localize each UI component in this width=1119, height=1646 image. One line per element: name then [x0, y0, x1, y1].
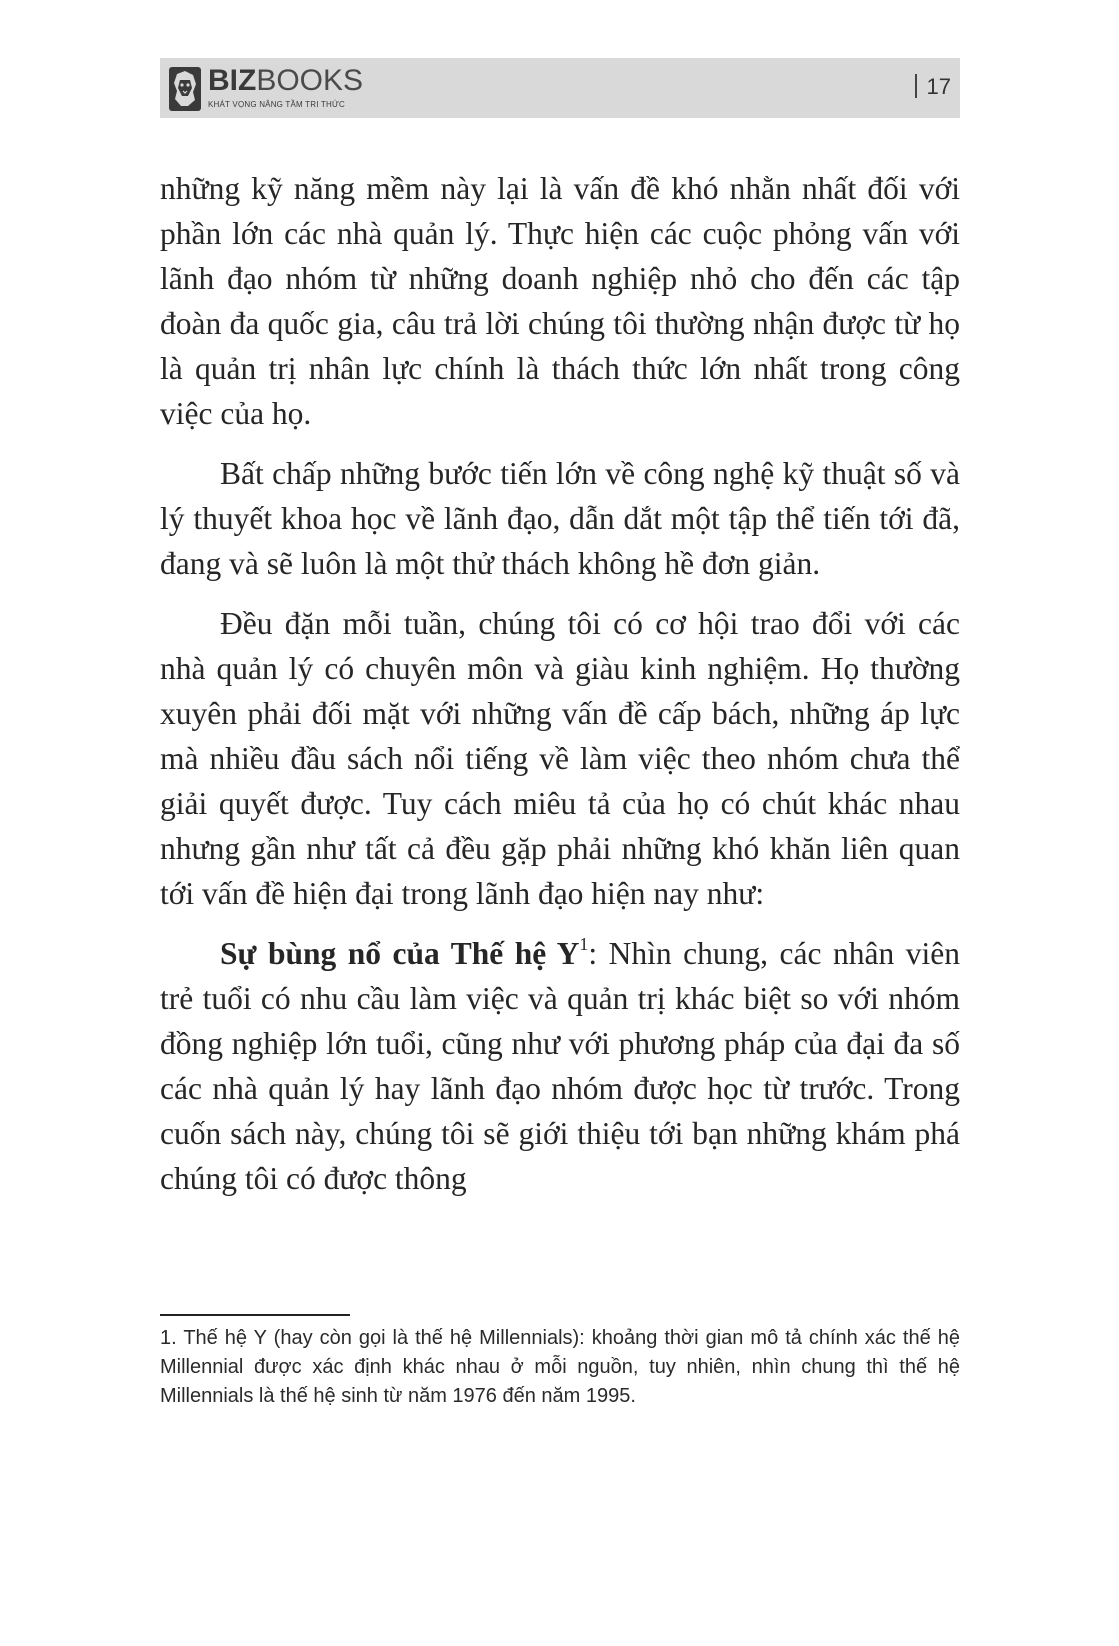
page-number: [915, 74, 951, 100]
footnote-ref[interactable]: 1: [579, 934, 589, 954]
paragraph: Bất chấp những bước tiến lớn về công nghệ kỹ thuật số và lý thuyết khoa học về lãnh đạo, dẫn dắt một tập thể tiến tới đã, đang và sẽ luôn là một thử thách không hề đơn giản.: [160, 456, 960, 581]
bold-lead-in: Sự bùng nổ của Thế hệ Y: [220, 936, 580, 971]
paragraph: [160, 931, 960, 1201]
publisher-logo: [168, 64, 364, 114]
paragraph: những kỹ năng mềm này lại là vấn đề khó nhằn nhất đối với phần lớn các nhà quản lý. Thực hiện các cuộc phỏng vấn với lãnh đạo nhóm từ những doanh nghiệp nhỏ cho đến các tập đoàn đa quốc gia, câu trả lời chúng tôi thường nhận được từ họ là quản trị nhân lực chính là thách thức lớn nhất trong công việc của họ.: [160, 171, 960, 431]
page-number-value: 17: [926, 74, 951, 99]
page-number-divider: [915, 74, 917, 98]
paragraph-rest: : Nhìn chung, các nhân viên trẻ tuổi có nhu cầu làm việc và quản trị khác biệt so với nhóm đồng nghiệp lớn tuổi, cũng như với phương pháp của đại đa số các nhà quản lý hay lãnh đạo nhóm được học từ trước. Trong cuốn sách này, chúng tôi sẽ giới thiệu tới bạn những khám phá chúng tôi có được thông: [160, 936, 960, 1196]
body-text: [160, 166, 960, 1216]
footnote: 1. Thế hệ Y (hay còn gọi là thế hệ Millennials): khoảng thời gian mô tả chính xác thế hệ Millennial được xác định khác nhau ở mỗi nguồn, tuy nhiên, nhìn chung thì thế hệ Millennials là thế hệ sinh từ năm 1976 đến năm 1995.: [160, 1327, 960, 1407]
brand-name: BIZBOOKS: [208, 64, 364, 97]
paragraph: Đều đặn mỗi tuần, chúng tôi có cơ hội trao đổi với các nhà quản lý có chuyên môn và giàu kinh nghiệm. Họ thường xuyên phải đối mặt với những vấn đề cấp bách, những áp lực mà nhiều đầu sách nổi tiếng về làm việc theo nhóm chưa thể giải quyết được. Tuy cách miêu tả của họ có chút khác nhau nhưng gần như tất cả đều gặp phải những khó khăn liên quan tới vấn đề hiện đại trong lãnh đạo hiện nay như:: [160, 606, 960, 911]
lion-head-icon: [168, 66, 202, 112]
footnote-divider: [160, 1314, 350, 1316]
brand-tagline: KHÁT VỌNG NÂNG TẦM TRI THỨC: [208, 100, 345, 109]
